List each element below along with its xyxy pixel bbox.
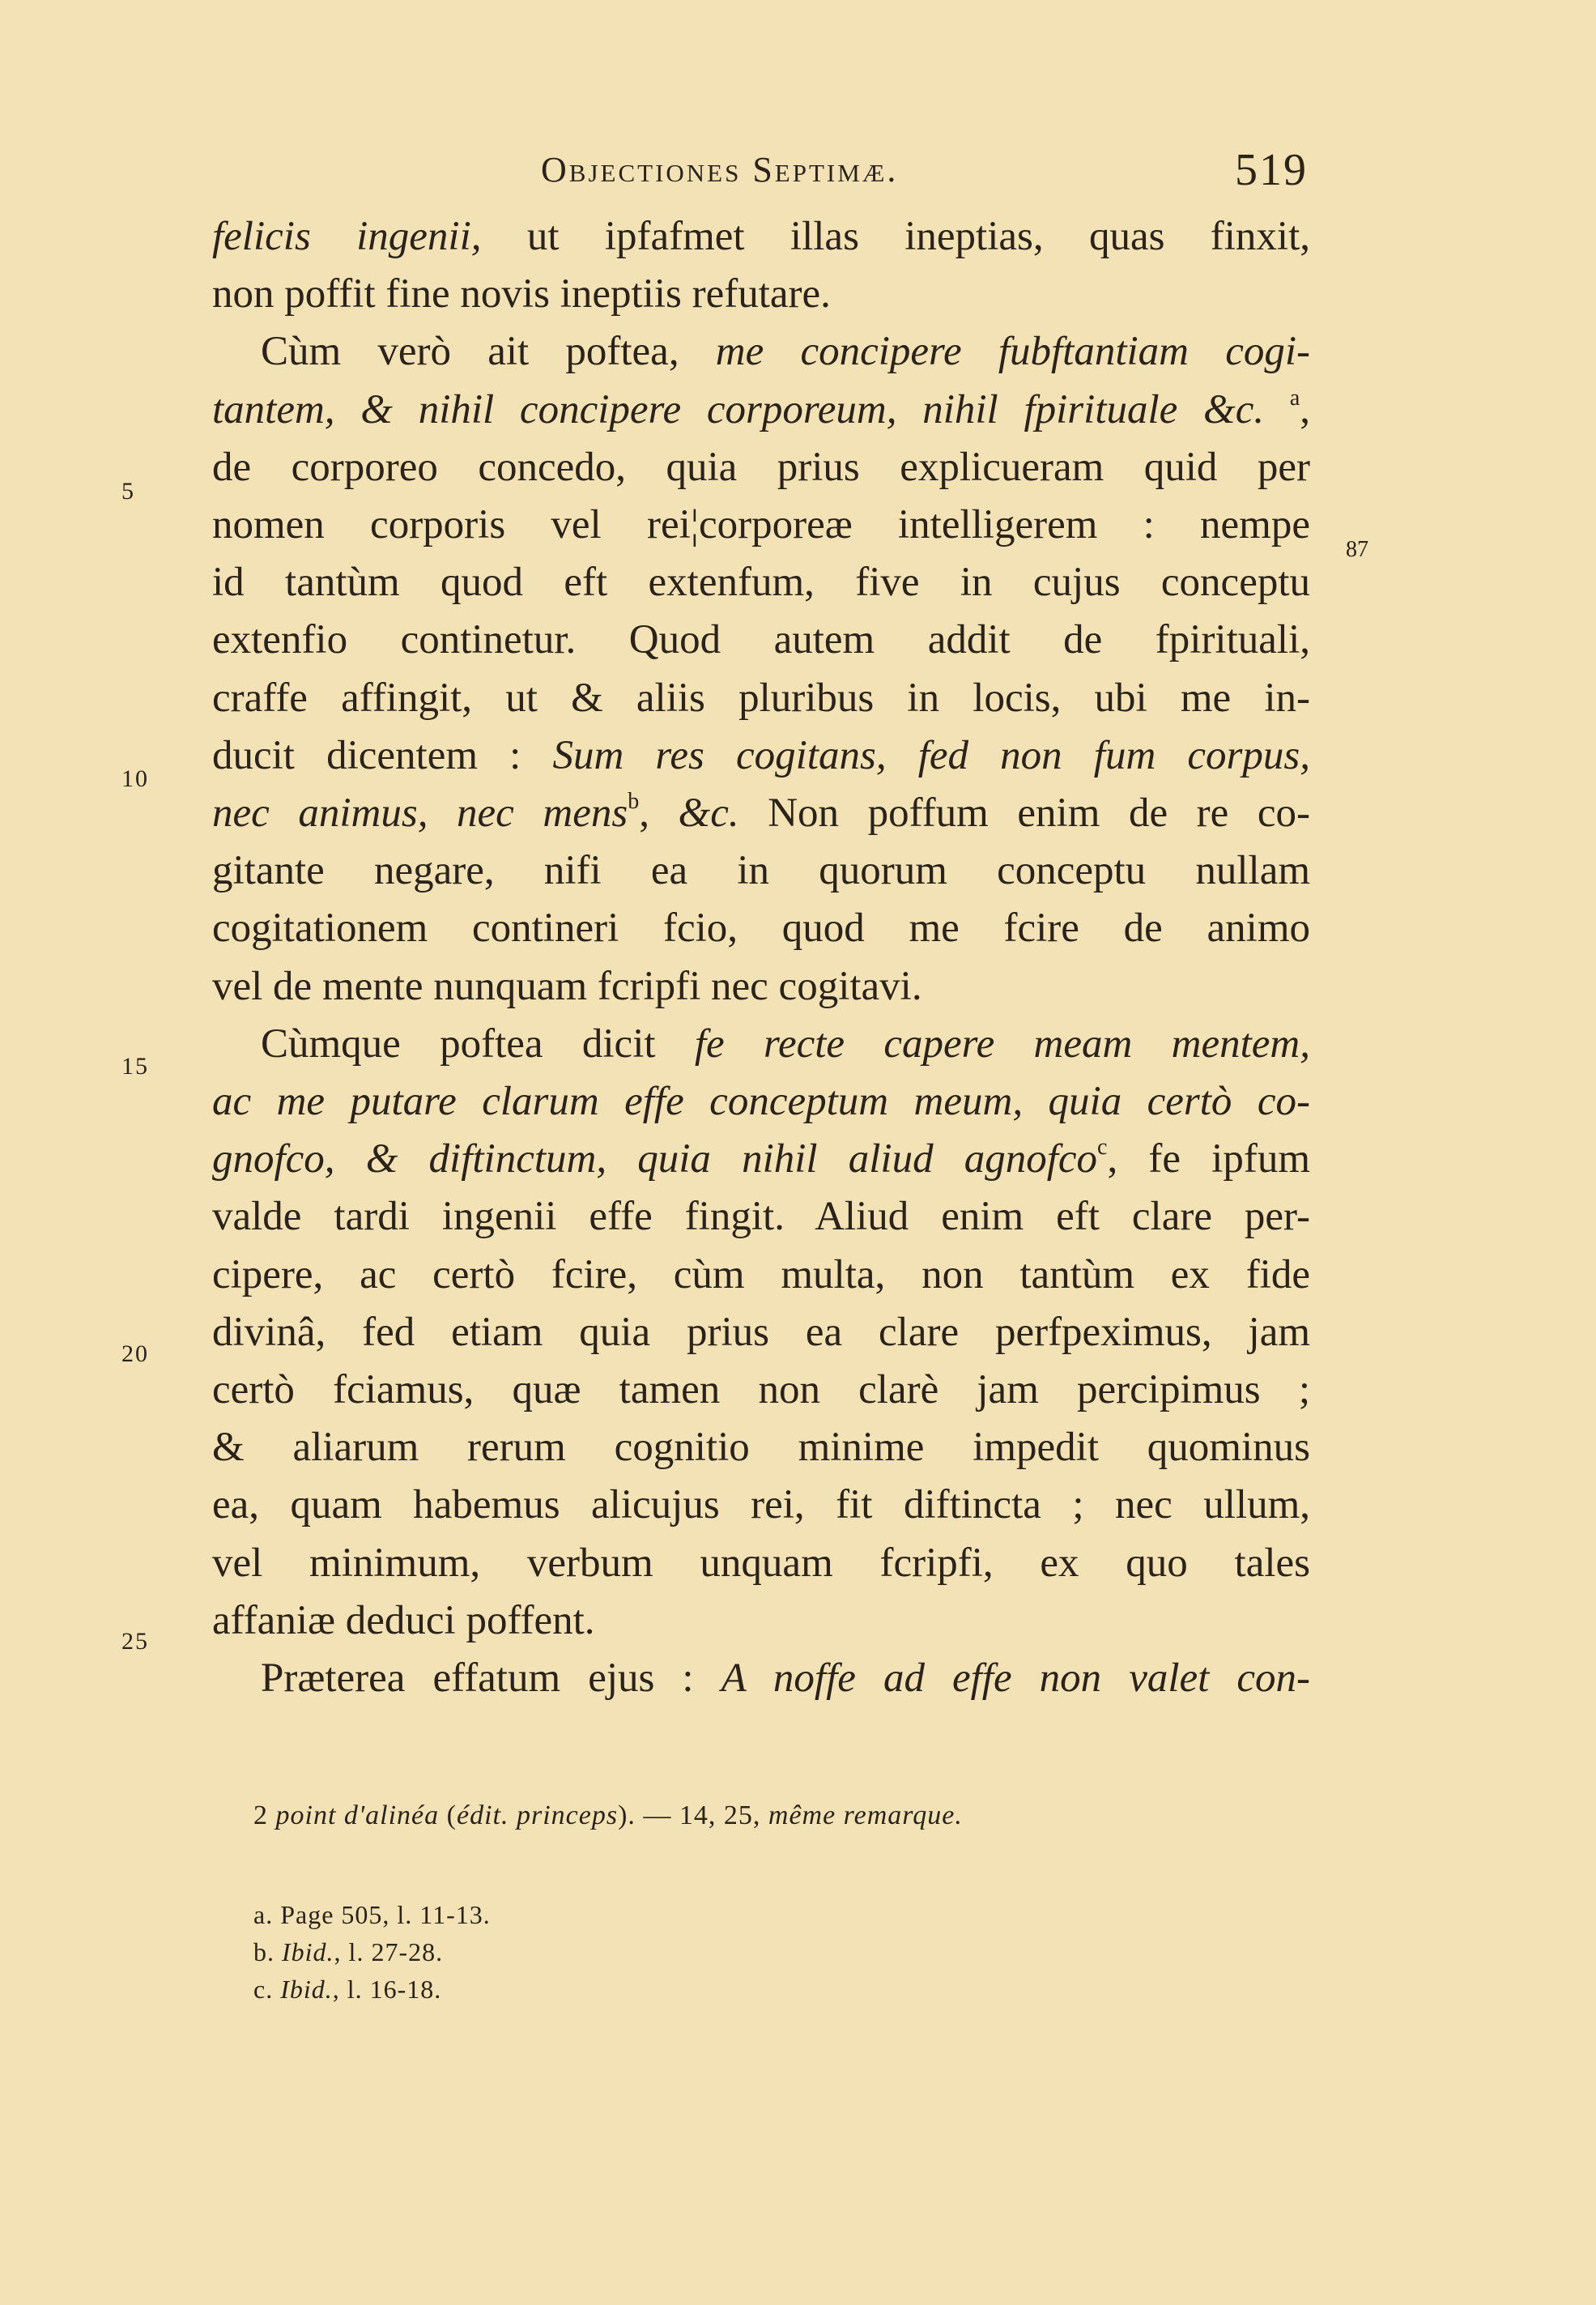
- note-segment: , l. 27-28.: [334, 1937, 444, 1966]
- text-segment: extenfio continetur. Quod autem addit de fpirituali,: [212, 617, 1310, 663]
- critical-apparatus-note: [253, 1800, 963, 1832]
- text-segment: gnofco, & diftinctum, quia nihil aliud agnofco: [212, 1136, 1098, 1182]
- note-segment: édit. princeps: [456, 1800, 619, 1830]
- text-segment: Cùm verò ait poftea,: [261, 329, 716, 374]
- text-segment: ,: [639, 790, 679, 836]
- footnote-c: [253, 1973, 441, 2005]
- line-number: 20: [121, 1340, 149, 1367]
- note-segment: a. Page 505, l. 11-13.: [253, 1900, 491, 1929]
- footnote-marker: b: [628, 789, 640, 814]
- text-line: [212, 439, 1310, 496]
- text-segment: fe recte capere meam mentem,: [694, 1021, 1310, 1067]
- note-segment: Ibid.: [282, 1937, 334, 1966]
- text-line: [212, 785, 1310, 841]
- footnote-a: [253, 1898, 491, 1931]
- text-segment: Non poffum enim de re co-: [738, 790, 1310, 836]
- footnote-marker: a: [1289, 386, 1300, 411]
- text-segment: Cùmque poftea dicit: [261, 1021, 695, 1067]
- text-segment: vel minimum, verbum unquam fcripfi, ex quo tales: [212, 1540, 1310, 1586]
- text-segment: &c.: [678, 790, 739, 836]
- text-line: [212, 958, 1310, 1015]
- text-segment: ducit dicentem :: [212, 733, 553, 778]
- text-segment: certò fciamus, quæ tamen non clarè jam percipimus ;: [212, 1367, 1310, 1412]
- text-segment: id tantùm quod eft extenfum, five in cujus conceptu: [212, 560, 1310, 605]
- text-segment: Præterea effatum ejus :: [261, 1655, 721, 1701]
- text-line: [212, 1419, 1310, 1476]
- text-line: [212, 900, 1310, 957]
- text-line: [212, 496, 1310, 553]
- text-line: [212, 842, 1310, 899]
- text-line: [212, 727, 1310, 784]
- text-segment: nec animus, nec mens: [212, 790, 628, 836]
- text-line: [212, 1246, 1310, 1303]
- note-segment: b.: [253, 1937, 282, 1966]
- line-number: 10: [121, 765, 149, 792]
- text-segment: de corporeo concedo, quia prius explicueram quid per: [212, 445, 1310, 490]
- text-segment: ac me putare clarum effe conceptum meum, quia certò co-: [212, 1079, 1310, 1124]
- text-segment: nomen corporis vel rei¦corporeæ intelligerem : nempe: [212, 502, 1310, 547]
- line-number: 25: [121, 1628, 149, 1655]
- text-segment: me concipere fubftantiam cogi-: [715, 329, 1310, 374]
- running-head: [0, 144, 1596, 201]
- footnote-marker: c: [1097, 1135, 1108, 1160]
- text-segment: , fe ipfum: [1107, 1136, 1310, 1182]
- text-line: [212, 1535, 1310, 1591]
- line-number: 15: [121, 1053, 149, 1080]
- note-segment: point d'alinéa: [275, 1800, 440, 1830]
- text-segment: ea, quam habemus alicujus rei, fit diftincta ; nec ullum,: [212, 1482, 1310, 1527]
- text-line: [212, 1592, 1310, 1649]
- text-line: [212, 1361, 1310, 1418]
- note-segment: Ibid.: [280, 1975, 333, 2004]
- text-line: [212, 381, 1310, 438]
- note-segment: (: [439, 1800, 457, 1830]
- note-segment: , l. 16-18.: [332, 1975, 442, 2004]
- text-line: [212, 1476, 1310, 1533]
- text-line: [212, 1016, 1310, 1072]
- text-segment: & aliarum rerum cognitio minime impedit quominus: [212, 1425, 1310, 1470]
- text-segment: gitante negare, nifi ea in quorum conceptu nullam: [212, 848, 1310, 893]
- note-segment: ). — 14, 25,: [618, 1800, 768, 1830]
- text-line: [212, 1650, 1310, 1706]
- note-segment: c.: [253, 1975, 281, 2004]
- text-line: [212, 323, 1310, 380]
- note-segment: 2: [253, 1800, 276, 1830]
- text-line: [212, 1188, 1310, 1245]
- margin-reference: 87: [1346, 537, 1368, 562]
- text-segment: ,: [1300, 387, 1311, 432]
- text-segment: [1264, 387, 1290, 432]
- text-segment: tantem, & nihil concipere corporeum, nihil fpirituale &c.: [212, 387, 1265, 432]
- text-line: [212, 611, 1310, 668]
- text-line: [212, 266, 1310, 322]
- text-segment: non poffit fine novis ineptiis refutare.: [212, 271, 831, 317]
- text-segment: affaniæ deduci poffent.: [212, 1598, 595, 1643]
- text-segment: felicis ingenii,: [212, 214, 482, 259]
- text-segment: craffe affingit, ut & aliis pluribus in locis, ubi me in-: [212, 675, 1310, 721]
- line-number: 5: [121, 478, 135, 505]
- text-segment: cipere, ac certò fcire, cùm multa, non tantùm ex fide: [212, 1252, 1310, 1297]
- text-line: [212, 554, 1310, 611]
- text-segment: divinâ, fed etiam quia prius ea clare perfpeximus, jam: [212, 1310, 1310, 1355]
- text-line: [212, 670, 1310, 726]
- text-segment: valde tardi ingenii effe fingit. Aliud enim eft clare per-: [212, 1194, 1310, 1239]
- text-line: [212, 1304, 1310, 1361]
- note-segment: même remarque.: [768, 1800, 963, 1830]
- running-title: Objectiones Septimæ.: [541, 150, 899, 190]
- text-line: [212, 208, 1310, 265]
- text-line: [212, 1131, 1310, 1187]
- text-segment: A noffe ad effe non valet con-: [721, 1655, 1310, 1701]
- text-segment: cogitationem contineri fcio, quod me fcire de animo: [212, 905, 1310, 951]
- text-segment: vel de mente nunquam fcripfi nec cogitavi.: [212, 964, 922, 1009]
- footnote-b: [253, 1936, 443, 1968]
- page-number: 519: [1235, 145, 1308, 195]
- text-segment: ut ipfafmet illas ineptias, quas finxit,: [481, 214, 1310, 259]
- text-line: [212, 1073, 1310, 1130]
- text-segment: Sum res cogitans, fed non fum corpus,: [552, 733, 1310, 778]
